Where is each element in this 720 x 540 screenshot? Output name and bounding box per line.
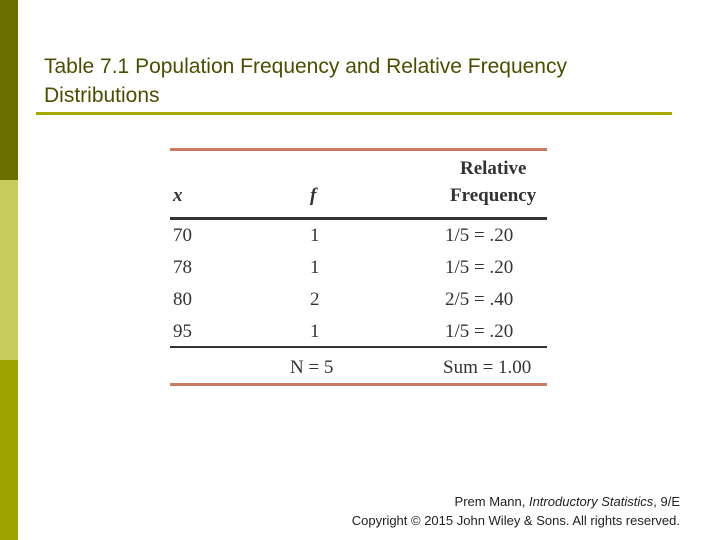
slide-title: Table 7.1 Population Frequency and Relative Frequency Distributions bbox=[44, 55, 567, 107]
frequency-table bbox=[170, 148, 547, 386]
table-bottom-rule bbox=[170, 383, 547, 386]
row-2-relative: 1/5 = .20 bbox=[445, 257, 514, 278]
summary-n: N = 5 bbox=[290, 357, 334, 378]
citation-author: Prem Mann, bbox=[454, 494, 529, 509]
citation-edition: , 9/E bbox=[653, 494, 680, 509]
header-f: f bbox=[310, 185, 317, 206]
slide-footer bbox=[352, 492, 680, 530]
side-accent-bar-bottom bbox=[0, 360, 18, 540]
title-underline bbox=[36, 112, 672, 115]
copyright-line: Copyright © 2015 John Wiley & Sons. All rights reserved. bbox=[351, 513, 680, 528]
header-relative-line1: Relative bbox=[460, 158, 527, 179]
row-3-relative: 2/5 = .40 bbox=[445, 289, 514, 310]
header-x: x bbox=[173, 185, 183, 206]
side-accent-bar-top bbox=[0, 0, 18, 180]
row-3-x: 80 bbox=[173, 289, 192, 310]
side-accent-bar-middle bbox=[0, 180, 18, 360]
table-header-rule bbox=[170, 217, 547, 220]
row-3-f: 2 bbox=[310, 289, 320, 310]
row-1-f: 1 bbox=[310, 225, 320, 246]
table-summary-rule bbox=[170, 346, 547, 348]
row-2-x: 78 bbox=[173, 257, 192, 278]
row-4-x: 95 bbox=[173, 321, 192, 342]
row-4-f: 1 bbox=[310, 321, 320, 342]
header-relative-line2: Frequency bbox=[450, 185, 537, 206]
citation-book-title: Introductory Statistics bbox=[528, 494, 654, 509]
row-1-relative: 1/5 = .20 bbox=[445, 225, 514, 246]
row-2-f: 1 bbox=[310, 257, 320, 278]
row-1-x: 70 bbox=[173, 225, 192, 246]
row-4-relative: 1/5 = .20 bbox=[445, 321, 514, 342]
table-top-rule bbox=[170, 148, 547, 151]
citation-line bbox=[352, 492, 680, 511]
summary-sum: Sum = 1.00 bbox=[443, 357, 532, 378]
